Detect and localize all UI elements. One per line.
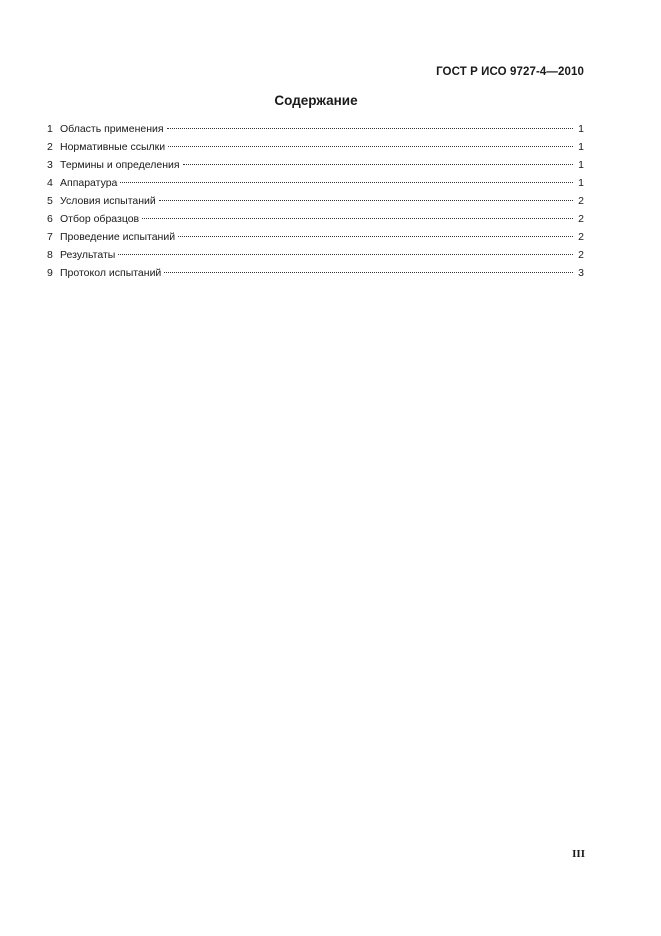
toc-entry-title: Термины и определения [60, 159, 180, 171]
toc-entry-number: 8 [47, 249, 53, 261]
toc-entry-title: Проведение испытаний [60, 231, 176, 243]
document-code: ГОСТ Р ИСО 9727-4—2010 [436, 66, 584, 78]
toc-entry-title: Аппаратура [60, 177, 118, 189]
toc-leader-dots [167, 128, 573, 129]
toc-entry[interactable] [47, 156, 584, 174]
table-of-contents [47, 120, 584, 282]
toc-entry-page: 1 [578, 141, 584, 153]
toc-entry-title: Область применения [60, 123, 164, 135]
toc-leader-dots [118, 254, 573, 255]
toc-entry-title: Нормативные ссылки [60, 141, 166, 153]
toc-leader-dots [164, 272, 573, 273]
toc-leader-dots [159, 200, 573, 201]
toc-entry[interactable] [47, 120, 584, 138]
toc-leader-dots [178, 236, 573, 237]
toc-entry-number: 2 [47, 141, 53, 153]
toc-entry-number: 5 [47, 195, 53, 207]
toc-entry-title: Протокол испытаний [60, 267, 162, 279]
toc-entry[interactable] [47, 246, 584, 264]
toc-entry[interactable] [47, 138, 584, 156]
toc-leader-dots [120, 182, 573, 183]
toc-entry[interactable] [47, 174, 584, 192]
toc-entry-page: 3 [578, 267, 584, 279]
toc-entry-title: Условия испытаний [60, 195, 156, 207]
toc-leader-dots [168, 146, 573, 147]
toc-entry-page: 1 [578, 159, 584, 171]
toc-entry-page: 2 [578, 195, 584, 207]
toc-entry-number: 4 [47, 177, 53, 189]
toc-entry[interactable] [47, 228, 584, 246]
toc-entry[interactable] [47, 264, 584, 282]
page-number: III [572, 848, 585, 860]
toc-entry-title: Отбор образцов [60, 213, 140, 225]
toc-entry-page: 1 [578, 123, 584, 135]
toc-entry-number: 6 [47, 213, 53, 225]
toc-entry-page: 2 [578, 249, 584, 261]
toc-entry-page: 2 [578, 231, 584, 243]
toc-entry[interactable] [47, 210, 584, 228]
toc-entry-number: 7 [47, 231, 53, 243]
toc-entry-page: 1 [578, 177, 584, 189]
toc-entry-number: 9 [47, 267, 53, 279]
toc-entry-number: 1 [47, 123, 53, 135]
toc-entry-title: Результаты [60, 249, 116, 261]
toc-leader-dots [183, 164, 573, 165]
toc-entry-page: 2 [578, 213, 584, 225]
toc-entry[interactable] [47, 192, 584, 210]
toc-title: Содержание [274, 93, 358, 108]
toc-leader-dots [142, 218, 573, 219]
toc-entry-number: 3 [47, 159, 53, 171]
